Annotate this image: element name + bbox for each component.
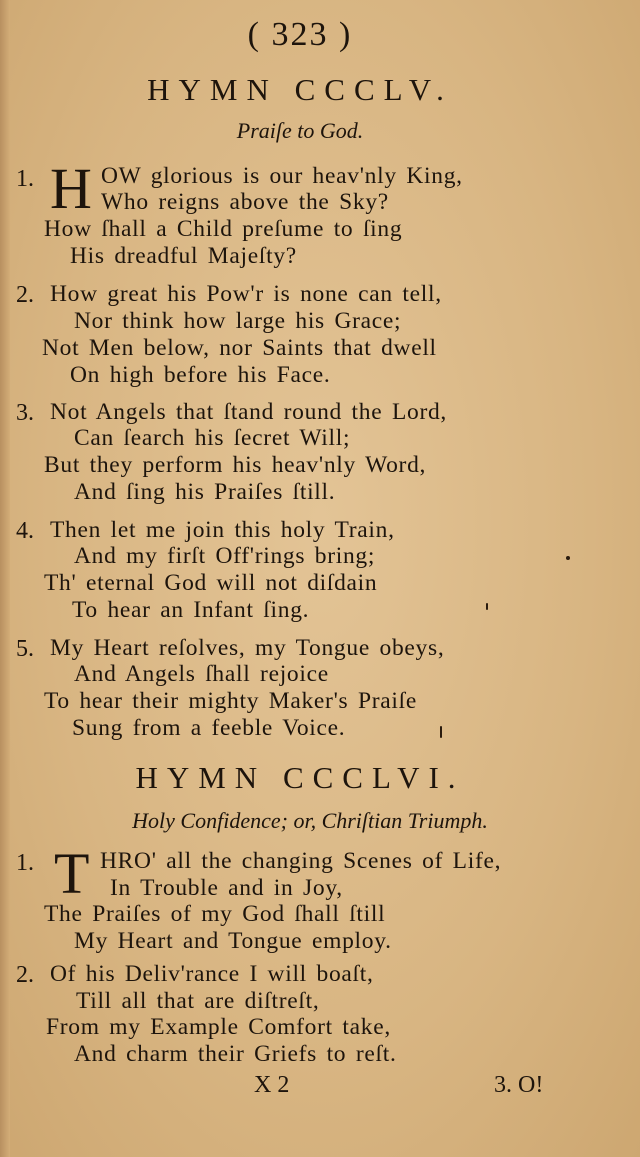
verse-line: To hear their mighty Maker's Praiſe: [44, 688, 417, 714]
page-number: ( 323 ): [247, 16, 353, 53]
drop-cap: T: [54, 841, 90, 906]
hymn-title: HYMN CCCLVI.: [135, 760, 465, 795]
verse-line: His dreadful Majeſty?: [70, 243, 297, 269]
verse-line: The Praiſes of my God ſhall ſtill: [44, 901, 386, 927]
verse-number: 5.: [16, 636, 34, 662]
hymn-subtitle: Holy Confidence; or, Chriſtian Triumph.: [132, 808, 488, 833]
verse-line: Till all that are diſtreſt,: [76, 988, 320, 1014]
verse-line: And ſing his Praiſes ſtill.: [74, 479, 336, 505]
page-edge: [0, 0, 10, 1157]
verse-line: On high before his Face.: [70, 362, 331, 388]
verse-line: Nor think how large his Grace;: [74, 308, 402, 334]
verse-line: And charm their Griefs to reſt.: [74, 1041, 397, 1067]
verse-line: Can ſearch his ſecret Will;: [74, 425, 351, 451]
verse-line: My Heart reſolves, my Tongue obeys,: [50, 635, 445, 661]
verse-line: Not Men below, nor Saints that dwell: [42, 335, 437, 361]
verse-number: 1.: [16, 166, 34, 192]
signature-mark: X 2: [254, 1072, 290, 1098]
hymn-title: HYMN CCCLV.: [147, 72, 453, 107]
verse-number: 1.: [16, 850, 34, 876]
verse-line: Th' eternal God will not diſdain: [44, 570, 378, 596]
verse-line: Then let me join this holy Train,: [50, 517, 395, 543]
verse-line: Not Angels that ſtand round the Lord,: [50, 399, 447, 425]
verse-line: How great his Pow'r is none can tell,: [50, 281, 442, 307]
verse-number: 3.: [16, 400, 34, 426]
verse-line: And my firſt Off'rings bring;: [74, 543, 376, 569]
verse-line: To hear an Infant ſing.: [72, 597, 310, 623]
verse-line: But they perform his heav'nly Word,: [44, 452, 427, 478]
verse-line: OW glorious is our heav'nly King,: [101, 163, 463, 189]
ink-speck: [486, 603, 488, 610]
verse-line: Who reigns above the Sky?: [101, 189, 389, 215]
verse-number: 2.: [16, 282, 34, 308]
verse-number: 2.: [16, 962, 34, 988]
catchword: 3. O!: [494, 1072, 544, 1098]
verse-line: My Heart and Tongue employ.: [74, 928, 392, 954]
verse-line: HRO' all the changing Scenes of Life,: [100, 848, 502, 874]
hymn-subtitle: Praiſe to God.: [236, 118, 364, 143]
drop-cap: H: [50, 156, 92, 221]
verse-line: Of his Deliv'rance I will boaſt,: [50, 961, 374, 987]
ink-speck: [440, 726, 442, 738]
ink-speck: [566, 556, 570, 560]
verse-number: 4.: [16, 518, 34, 544]
verse-line: And Angels ſhall rejoice: [74, 661, 329, 687]
verse-line: How ſhall a Child preſume to ſing: [44, 216, 403, 242]
verse-line: In Trouble and in Joy,: [110, 875, 343, 901]
verse-line: From my Example Comfort take,: [46, 1014, 391, 1040]
verse-line: Sung from a feeble Voice.: [72, 715, 346, 741]
